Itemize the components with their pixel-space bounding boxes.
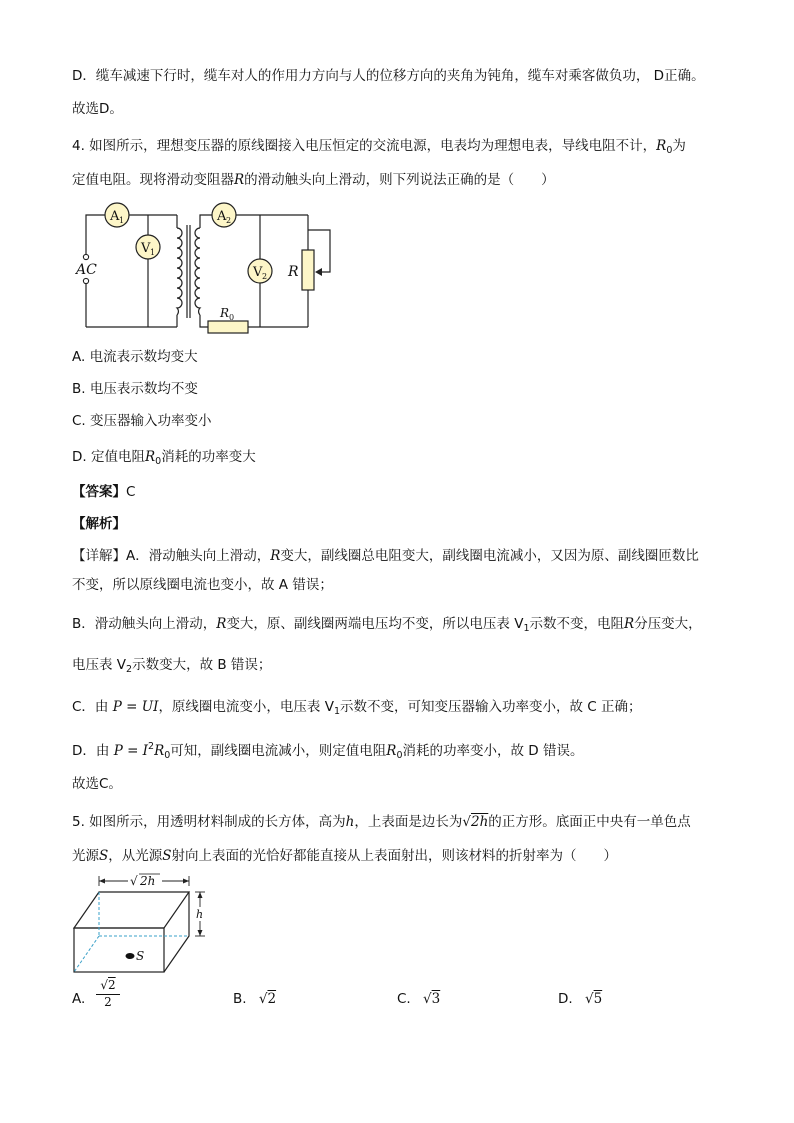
formula-p-ui: P = UI	[112, 699, 159, 715]
sqrt-sign: √	[423, 991, 432, 1007]
v2-subscript: 2	[126, 664, 133, 675]
detail-a-line1	[72, 546, 699, 566]
q4-stem-text: 为	[672, 138, 686, 154]
q5-stem-line1	[72, 812, 691, 832]
detail-text: C．由	[72, 699, 109, 715]
r-symbol: R	[216, 616, 227, 632]
ammeter-a2-sub: 2	[226, 216, 232, 225]
q5-stem-text: ，从光源	[108, 848, 163, 864]
sqrt-sign: √	[584, 991, 594, 1007]
q4-option-b: B. 电压表示数均不变	[72, 381, 198, 397]
q4-option-c: C. 变压器输入功率变小	[72, 413, 212, 429]
detail-d-line	[72, 737, 583, 766]
q5-option-c	[397, 989, 440, 1009]
q5-option-d-label: D.	[558, 991, 573, 1007]
r0-symbol: R	[656, 138, 667, 154]
ammeter-a1-label: A	[110, 209, 120, 224]
fraction-denominator: 2	[104, 995, 112, 1009]
q4-stem-text: 4. 如图所示，理想变压器的原线圈接入电压恒定的交流电源，电表均为理想电表，导线电阻不计，	[72, 138, 657, 154]
q4-option-d-text: D. 定值电阻	[72, 449, 145, 465]
formula-r: R	[154, 743, 165, 759]
q4-option-d	[72, 447, 256, 472]
top-dim-label: 2h	[140, 874, 156, 888]
detail-b-line2	[72, 655, 271, 680]
light-source-label: S	[136, 949, 145, 963]
analysis-tag: 【解析】	[72, 516, 126, 532]
v1-subscript: 1	[333, 706, 341, 717]
q4-option-d-text: 消耗的功率变大	[161, 449, 256, 465]
light-source-dot	[126, 953, 135, 959]
formula-p: P = I	[113, 743, 149, 759]
resistor-r0	[208, 321, 248, 333]
detail-text: 示数不变，可知变压器输入功率变小，故 C 正确；	[340, 699, 642, 715]
r-symbol: R	[270, 548, 281, 564]
rheostat-r-label: R	[288, 264, 299, 280]
detail-text: 变大，副线圈总电阻变大，副线圈电流减小，又因为原、副线圈匝数比	[280, 548, 699, 564]
svg-text:√: √	[130, 874, 138, 888]
rheostat-r	[302, 250, 314, 290]
fraction-numerator: √2	[96, 978, 120, 995]
formula-sup: 2	[148, 741, 155, 752]
q5-stem-text: 5. 如图所示，用透明材料制成的长方体，高为	[72, 814, 346, 830]
q5-option-b	[233, 989, 276, 1009]
detail-text: D．由	[72, 743, 110, 759]
q5-stem-text: 射向上表面的光恰好都能直接从上表面射出，则该材料的折射率为（ ）	[171, 848, 617, 864]
sqrt-sign: √	[462, 814, 471, 830]
ammeter-a2-label: A	[217, 209, 227, 224]
q4-stem-line2	[72, 170, 555, 190]
q5-option-d	[558, 989, 602, 1009]
q4-circuit-diagram	[72, 200, 342, 335]
q5-option-c-value: 3	[431, 991, 441, 1007]
q4-answer	[72, 482, 135, 502]
q5-option-b-value: 2	[267, 991, 277, 1007]
resistor-r0-sub: 0	[229, 313, 235, 322]
r0-symbol: R	[386, 743, 397, 759]
s-symbol: S	[99, 848, 109, 864]
detail-text: 示数变大，故 B 错误；	[132, 657, 272, 673]
q5-stem-text: 的正方形。底面正中央有一单色点	[488, 814, 691, 830]
detail-text: 电压表 V	[72, 657, 127, 673]
q4-stem-line1	[72, 136, 686, 161]
detail-text: 消耗的功率变小，故 D 错误。	[402, 743, 584, 759]
q4-stem-text: 定值电阻。现将滑动变阻器	[72, 172, 234, 188]
q5-cuboid-figure	[70, 872, 220, 976]
ac-terminal-bottom	[83, 278, 88, 283]
sqrt2h-value: 2h	[470, 814, 489, 830]
detail-text: 【详解】A．滑动触头向上滑动，	[72, 548, 271, 564]
s-symbol: S	[162, 848, 172, 864]
detail-text: 示数不变，电阻	[529, 616, 625, 632]
ac-label: AC	[76, 262, 97, 278]
height-label: h	[196, 908, 204, 921]
detail-b-line1	[72, 614, 702, 639]
q5-stem-line2	[72, 846, 617, 866]
prev-answer: 故选D。	[72, 101, 123, 117]
sqrt-sign: √	[258, 991, 268, 1007]
detail-text: ，原线圈电流变小，电压表 V	[158, 699, 334, 715]
detail-text: 变大，原、副线圈两端电压均不变，所以电压表 V	[226, 616, 524, 632]
formula-r-sub: 0	[164, 750, 171, 761]
numerator-value: 2	[108, 978, 116, 992]
prev-option-d: D．缆车减速下行时，缆车对人的作用力方向与人的位移方向的夹角为钝角，缆车对乘客做负功， D正确。	[72, 68, 705, 84]
r0-subscript: 0	[396, 750, 403, 761]
q5-option-a-fraction	[96, 978, 120, 1010]
r0-subscript: 0	[666, 145, 673, 156]
ac-terminal-top	[83, 254, 88, 259]
q5-option-a-label: A.	[72, 991, 86, 1007]
r-symbol: R	[234, 172, 245, 188]
q5-stem-text: 光源	[72, 848, 99, 864]
voltmeter-v1-label: V	[141, 241, 151, 256]
detail-text: 分压变大，	[634, 616, 702, 632]
v1-subscript: 1	[523, 623, 530, 634]
r-symbol: R	[624, 616, 635, 632]
q4-stem-text: 的滑动触头向上滑动，则下列说法正确的是（ ）	[244, 172, 555, 188]
q5-stem-text: ，上表面是边长为	[354, 814, 463, 830]
voltmeter-v1-sub: 1	[150, 248, 156, 257]
voltmeter-v2-sub: 2	[262, 272, 268, 281]
h-symbol: h	[345, 814, 355, 830]
detail-text: B．滑动触头向上滑动，	[72, 616, 217, 632]
detail-text: 可知，副线圈电流减小，则定值电阻	[170, 743, 387, 759]
q5-option-d-value: 5	[593, 991, 603, 1007]
q4-final-answer: 故选C。	[72, 776, 122, 792]
q4-option-a: A. 电流表示数均变大	[72, 349, 198, 365]
voltmeter-v2-label: V	[253, 265, 263, 280]
answer-value: C	[126, 484, 136, 500]
q5-option-b-label: B.	[233, 991, 247, 1007]
ammeter-a1-sub: 1	[119, 216, 125, 225]
r0-symbol: R	[144, 449, 156, 465]
q5-option-c-label: C.	[397, 991, 411, 1007]
answer-tag: 【答案】	[72, 484, 126, 500]
q5-option-a	[72, 989, 85, 1009]
detail-a-line2: 不变，所以原线圈电流也变小，故 A 错误；	[72, 577, 333, 593]
detail-c-line	[72, 697, 642, 722]
resistor-r0-label: R	[220, 306, 230, 320]
r0-subscript: 0	[155, 456, 162, 467]
